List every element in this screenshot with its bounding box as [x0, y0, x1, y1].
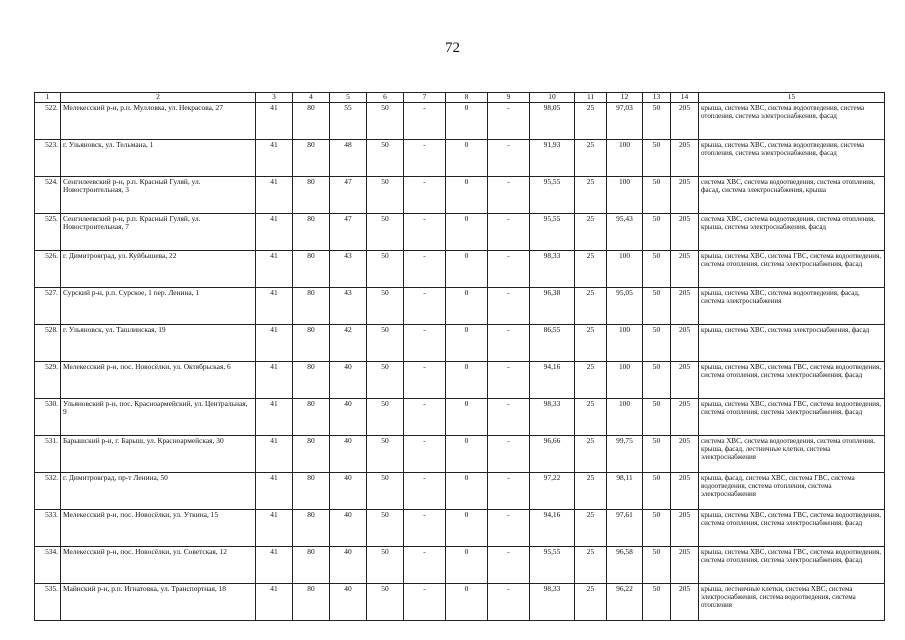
col-10-value: 95,55: [530, 213, 575, 250]
col-6-value: 50: [367, 546, 404, 583]
col-14-value: 205: [671, 324, 699, 361]
col-11-value: 25: [575, 213, 607, 250]
col-14-value: 205: [671, 472, 699, 509]
col-7-value: -: [404, 324, 446, 361]
works-list: крыша, фасад, система ХВС, система ГВС, система водоотведения, система отопления, система электроснабжения: [699, 472, 885, 509]
col-13-value: 50: [643, 398, 671, 435]
col-5-value: 42: [330, 324, 367, 361]
col-7-value: -: [404, 546, 446, 583]
col-3-value: 41: [256, 583, 293, 620]
col-13-value: 50: [643, 583, 671, 620]
column-header: 4: [293, 93, 330, 103]
col-11-value: 25: [575, 176, 607, 213]
col-6-value: 50: [367, 213, 404, 250]
col-8-value: 0: [446, 287, 488, 324]
col-4-value: 80: [293, 546, 330, 583]
col-14-value: 205: [671, 102, 699, 139]
col-13-value: 50: [643, 102, 671, 139]
col-13-value: 50: [643, 324, 671, 361]
col-5-value: 43: [330, 250, 367, 287]
table-row: [35, 472, 885, 509]
col-12-value: 98,11: [607, 472, 643, 509]
col-11-value: 25: [575, 509, 607, 546]
row-number: 523.: [35, 139, 61, 176]
col-5-value: 47: [330, 176, 367, 213]
col-7-value: -: [404, 435, 446, 472]
col-6-value: 50: [367, 472, 404, 509]
col-3-value: 41: [256, 213, 293, 250]
col-4-value: 80: [293, 398, 330, 435]
col-7-value: -: [404, 139, 446, 176]
col-3-value: 41: [256, 139, 293, 176]
col-9-value: -: [488, 509, 530, 546]
col-10-value: 98,33: [530, 398, 575, 435]
works-list: крыша, система ХВС, система ГВС, система водоотведения, система отопления, система электроснабжения, фасад: [699, 250, 885, 287]
works-list: система ХВС, система водоотведения, система отопления, крыша, фасад, лестничные клетки, система электроснабжения: [699, 435, 885, 472]
column-header: 1: [35, 93, 61, 103]
col-5-value: 40: [330, 361, 367, 398]
col-11-value: 25: [575, 472, 607, 509]
col-7-value: -: [404, 213, 446, 250]
col-3-value: 41: [256, 472, 293, 509]
col-4-value: 80: [293, 435, 330, 472]
col-8-value: 0: [446, 472, 488, 509]
col-3-value: 41: [256, 361, 293, 398]
col-6-value: 50: [367, 324, 404, 361]
col-12-value: 95,43: [607, 213, 643, 250]
col-9-value: -: [488, 583, 530, 620]
col-4-value: 80: [293, 102, 330, 139]
col-13-value: 50: [643, 361, 671, 398]
row-number: 531.: [35, 435, 61, 472]
col-8-value: 0: [446, 176, 488, 213]
works-list: крыша, система ХВС, система ГВС, система водоотведения, система отопления, система электроснабжения, фасад: [699, 509, 885, 546]
col-12-value: 95,05: [607, 287, 643, 324]
works-list: крыша, лестничные клетки, система ХВС, система электроснабжения, система водоотведения, система отопления: [699, 583, 885, 620]
row-number: 535.: [35, 583, 61, 620]
table-row: [35, 139, 885, 176]
table-row: [35, 324, 885, 361]
works-list: крыша, система ХВС, система водоотведения, система отопления, система электроснабжения, фасад: [699, 102, 885, 139]
col-13-value: 50: [643, 139, 671, 176]
col-6-value: 50: [367, 435, 404, 472]
col-13-value: 50: [643, 435, 671, 472]
col-3-value: 41: [256, 324, 293, 361]
col-14-value: 205: [671, 213, 699, 250]
col-3-value: 41: [256, 398, 293, 435]
col-10-value: 91,93: [530, 139, 575, 176]
works-list: крыша, система ХВС, система водоотведения, система отопления, система электроснабжения, фасад: [699, 139, 885, 176]
col-4-value: 80: [293, 472, 330, 509]
col-4-value: 80: [293, 324, 330, 361]
col-11-value: 25: [575, 435, 607, 472]
col-10-value: 95,55: [530, 176, 575, 213]
col-9-value: -: [488, 176, 530, 213]
row-number: 532.: [35, 472, 61, 509]
col-11-value: 25: [575, 287, 607, 324]
col-6-value: 50: [367, 139, 404, 176]
col-4-value: 80: [293, 509, 330, 546]
col-12-value: 99,75: [607, 435, 643, 472]
works-list: крыша, система ХВС, система ГВС, система водоотведения, система отопления, система электроснабжения, фасад: [699, 361, 885, 398]
col-14-value: 205: [671, 176, 699, 213]
works-list: крыша, система ХВС, система водоотведения, фасад, система электроснабжения: [699, 287, 885, 324]
col-6-value: 50: [367, 509, 404, 546]
col-14-value: 205: [671, 435, 699, 472]
address: Мелекесский р-н, р.п. Мулловка, ул. Некрасова, 27: [61, 102, 256, 139]
col-9-value: -: [488, 398, 530, 435]
address: Сурский р-н, р.п. Сурское, 1 пер. Ленина, 1: [61, 287, 256, 324]
col-14-value: 205: [671, 250, 699, 287]
row-number: 529.: [35, 361, 61, 398]
building-register-table: [34, 92, 885, 621]
column-header: 15: [699, 93, 885, 103]
col-4-value: 80: [293, 176, 330, 213]
col-5-value: 55: [330, 102, 367, 139]
column-header: 13: [643, 93, 671, 103]
col-8-value: 0: [446, 435, 488, 472]
col-9-value: -: [488, 213, 530, 250]
col-14-value: 205: [671, 139, 699, 176]
col-9-value: -: [488, 102, 530, 139]
col-4-value: 80: [293, 361, 330, 398]
col-8-value: 0: [446, 324, 488, 361]
column-header: 6: [367, 93, 404, 103]
col-13-value: 50: [643, 213, 671, 250]
col-8-value: 0: [446, 583, 488, 620]
row-number: 528.: [35, 324, 61, 361]
col-8-value: 0: [446, 213, 488, 250]
col-9-value: -: [488, 250, 530, 287]
col-13-value: 50: [643, 250, 671, 287]
column-header: 11: [575, 93, 607, 103]
col-6-value: 50: [367, 287, 404, 324]
col-5-value: 43: [330, 287, 367, 324]
col-12-value: 100: [607, 139, 643, 176]
table-row: [35, 287, 885, 324]
col-10-value: 98,33: [530, 250, 575, 287]
col-12-value: 97,61: [607, 509, 643, 546]
col-5-value: 40: [330, 435, 367, 472]
row-number: 530.: [35, 398, 61, 435]
table-row: [35, 509, 885, 546]
col-3-value: 41: [256, 509, 293, 546]
col-13-value: 50: [643, 509, 671, 546]
column-header: 3: [256, 93, 293, 103]
col-5-value: 40: [330, 472, 367, 509]
col-7-value: -: [404, 176, 446, 213]
address: Сенгилеевский р-н, р.п. Красный Гуляй, ул. Новостроительная, 3: [61, 176, 256, 213]
column-header: 9: [488, 93, 530, 103]
address: Мелекесский р-н, пос. Новосёлки, ул. Октябрьская, 6: [61, 361, 256, 398]
col-12-value: 100: [607, 250, 643, 287]
col-12-value: 96,58: [607, 546, 643, 583]
column-header: 14: [671, 93, 699, 103]
row-number: 525.: [35, 213, 61, 250]
works-list: крыша, система ХВС, система электроснабжения, фасад: [699, 324, 885, 361]
row-number: 522.: [35, 102, 61, 139]
table-row: [35, 250, 885, 287]
col-6-value: 50: [367, 102, 404, 139]
col-5-value: 40: [330, 509, 367, 546]
address: Сенгилеевский р-н, р.п. Красный Гуляй, ул. Новостроительная, 7: [61, 213, 256, 250]
row-number: 526.: [35, 250, 61, 287]
row-number: 533.: [35, 509, 61, 546]
column-header: 5: [330, 93, 367, 103]
col-6-value: 50: [367, 398, 404, 435]
col-11-value: 25: [575, 398, 607, 435]
table-row: [35, 361, 885, 398]
col-8-value: 0: [446, 102, 488, 139]
col-9-value: -: [488, 361, 530, 398]
col-12-value: 100: [607, 176, 643, 213]
col-12-value: 100: [607, 324, 643, 361]
col-7-value: -: [404, 102, 446, 139]
col-10-value: 98,05: [530, 102, 575, 139]
col-14-value: 205: [671, 287, 699, 324]
col-13-value: 50: [643, 287, 671, 324]
address: г. Димитровград, ул. Куйбышева, 22: [61, 250, 256, 287]
address: г. Ульяновск, ул. Тельмана, 1: [61, 139, 256, 176]
col-8-value: 0: [446, 546, 488, 583]
col-3-value: 41: [256, 435, 293, 472]
address: Барышский р-н, г. Барыш, ул. Красноармейская, 30: [61, 435, 256, 472]
col-11-value: 25: [575, 139, 607, 176]
address: Мелекесский р-н, пос. Новосёлки, ул. Советская, 12: [61, 546, 256, 583]
address: г. Ульяновск, ул. Ташлинская, 19: [61, 324, 256, 361]
col-6-value: 50: [367, 583, 404, 620]
col-9-value: -: [488, 546, 530, 583]
table-row: [35, 102, 885, 139]
col-11-value: 25: [575, 546, 607, 583]
table-body: [35, 102, 885, 620]
works-list: крыша, система ХВС, система ГВС, система водоотведения, система отопления, система электроснабжения, фасад: [699, 398, 885, 435]
col-9-value: -: [488, 287, 530, 324]
table-row: [35, 398, 885, 435]
col-9-value: -: [488, 472, 530, 509]
column-header: 2: [61, 93, 256, 103]
col-7-value: -: [404, 583, 446, 620]
col-5-value: 48: [330, 139, 367, 176]
col-13-value: 50: [643, 472, 671, 509]
col-10-value: 95,55: [530, 546, 575, 583]
col-12-value: 97,03: [607, 102, 643, 139]
col-14-value: 205: [671, 583, 699, 620]
col-11-value: 25: [575, 324, 607, 361]
col-10-value: 94,16: [530, 361, 575, 398]
col-7-value: -: [404, 509, 446, 546]
col-12-value: 100: [607, 398, 643, 435]
col-14-value: 205: [671, 398, 699, 435]
col-12-value: 96,22: [607, 583, 643, 620]
column-header: 12: [607, 93, 643, 103]
col-8-value: 0: [446, 398, 488, 435]
col-6-value: 50: [367, 250, 404, 287]
column-header: 7: [404, 93, 446, 103]
col-14-value: 205: [671, 509, 699, 546]
col-4-value: 80: [293, 583, 330, 620]
col-3-value: 41: [256, 102, 293, 139]
col-4-value: 80: [293, 139, 330, 176]
col-10-value: 96,38: [530, 287, 575, 324]
col-3-value: 41: [256, 250, 293, 287]
col-12-value: 100: [607, 361, 643, 398]
col-8-value: 0: [446, 139, 488, 176]
table-row: [35, 176, 885, 213]
col-3-value: 41: [256, 176, 293, 213]
col-5-value: 40: [330, 583, 367, 620]
col-7-value: -: [404, 361, 446, 398]
works-list: система ХВС, система водоотведения, система отопления, фасад, система электроснабжения, крыша: [699, 176, 885, 213]
col-8-value: 0: [446, 509, 488, 546]
col-4-value: 80: [293, 213, 330, 250]
col-11-value: 25: [575, 583, 607, 620]
col-6-value: 50: [367, 176, 404, 213]
col-11-value: 25: [575, 250, 607, 287]
page-number: 72: [445, 40, 460, 56]
col-9-value: -: [488, 435, 530, 472]
col-7-value: -: [404, 287, 446, 324]
col-4-value: 80: [293, 287, 330, 324]
address: Майнский р-н, р.п. Игнатовка, ул. Транспортная, 18: [61, 583, 256, 620]
col-10-value: 97,22: [530, 472, 575, 509]
address: г. Димитровград, пр-т Ленина, 50: [61, 472, 256, 509]
col-4-value: 80: [293, 250, 330, 287]
table-row: [35, 435, 885, 472]
address: Ульяновский р-н, пос. Красноармейский, ул. Центральная, 9: [61, 398, 256, 435]
col-14-value: 205: [671, 361, 699, 398]
col-7-value: -: [404, 472, 446, 509]
col-14-value: 205: [671, 546, 699, 583]
col-10-value: 96,66: [530, 435, 575, 472]
row-number: 524.: [35, 176, 61, 213]
col-11-value: 25: [575, 361, 607, 398]
col-13-value: 50: [643, 176, 671, 213]
col-3-value: 41: [256, 287, 293, 324]
col-7-value: -: [404, 250, 446, 287]
table-row: [35, 213, 885, 250]
row-number: 534.: [35, 546, 61, 583]
column-number-header: [35, 93, 885, 103]
table-row: [35, 583, 885, 620]
table-row: [35, 546, 885, 583]
col-5-value: 40: [330, 546, 367, 583]
address: Мелекесский р-н, пос. Новосёлки, ул. Уткина, 15: [61, 509, 256, 546]
col-11-value: 25: [575, 102, 607, 139]
col-9-value: -: [488, 139, 530, 176]
col-6-value: 50: [367, 361, 404, 398]
works-list: крыша, система ХВС, система ГВС, система водоотведения, система отопления, система электроснабжения, фасад: [699, 546, 885, 583]
col-9-value: -: [488, 324, 530, 361]
col-10-value: 86,55: [530, 324, 575, 361]
col-5-value: 47: [330, 213, 367, 250]
col-3-value: 41: [256, 546, 293, 583]
column-header: 10: [530, 93, 575, 103]
col-10-value: 98,33: [530, 583, 575, 620]
col-5-value: 40: [330, 398, 367, 435]
col-8-value: 0: [446, 361, 488, 398]
col-7-value: -: [404, 398, 446, 435]
works-list: система ХВС, система водоотведения, система отопления, крыша, система электроснабжения, фасад: [699, 213, 885, 250]
column-header: 8: [446, 93, 488, 103]
col-13-value: 50: [643, 546, 671, 583]
col-8-value: 0: [446, 250, 488, 287]
col-10-value: 94,16: [530, 509, 575, 546]
row-number: 527.: [35, 287, 61, 324]
